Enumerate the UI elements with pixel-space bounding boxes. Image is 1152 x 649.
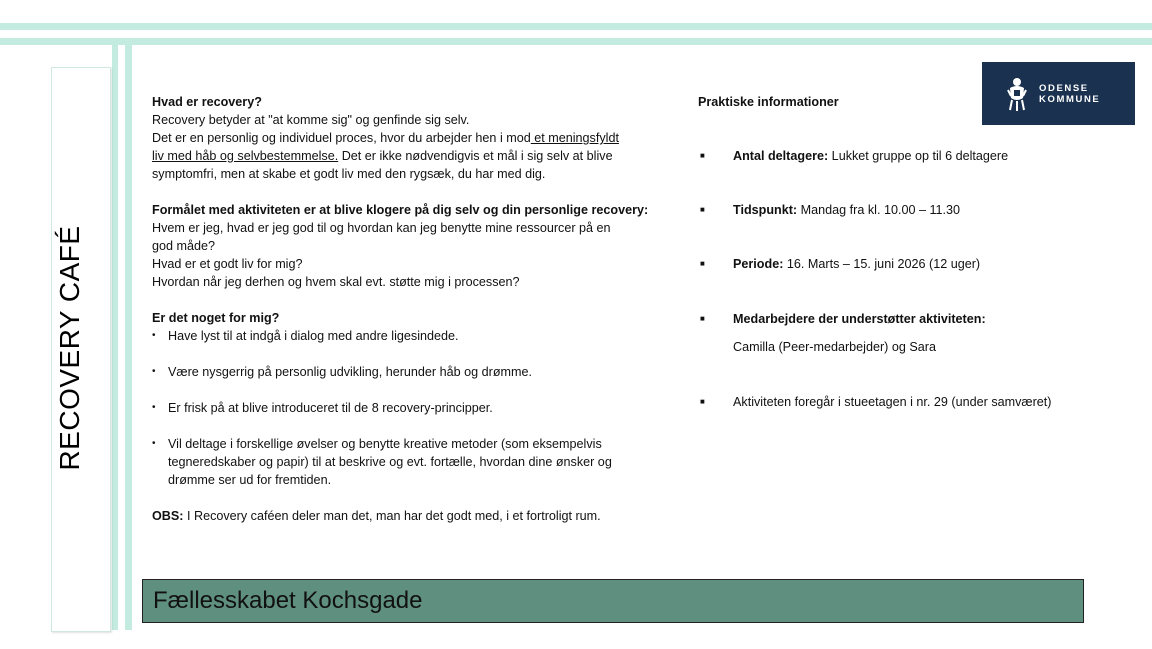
list-item: • Have lyst til at indgå i dialog med andre ligesindede.: [152, 329, 459, 343]
left-band-2: [125, 45, 132, 630]
list-item: • Være nysgerrig på personlig udvikling, herunder håb og drømme.: [152, 365, 533, 379]
left-column: [152, 93, 672, 525]
right-column: [698, 93, 1101, 409]
info-item-staff: ■ Medarbejdere der understøtter aktiviteten:: [700, 312, 986, 326]
footer-label: Fællesskabet Kochsgade: [153, 587, 423, 614]
text-line: liv med håb og selvbestemmelse. Det er ikke nødvendigvis et mål i sig selv at blive: [152, 149, 613, 163]
text-line: Hvordan når jeg derhen og hvem skal evt. støtte mig i processen?: [152, 275, 520, 289]
text-line: Hvem er jeg, hvad er jeg god til og hvordan kan jeg benytte mine ressourcer på en: [152, 221, 611, 235]
page-title: RECOVERY CAFÉ: [54, 225, 85, 471]
list-item: • Vil deltage i forskellige øvelser og benytte kreative metoder (som eksempelvis tegneredskaber og papir) til at beskrive og evt. fortælle, hvordan dine ønsker og drømme ser ud for fremtiden.: [152, 437, 612, 487]
text-line: god måde?: [152, 239, 216, 253]
text-line: Det er en personlig og individuel proces, hvor du arbejder hen i mod et meningsfyldt: [152, 131, 619, 145]
info-staff-names: Camilla (Peer-medarbejder) og Sara: [733, 340, 936, 354]
logo-line-1: ODENSE: [1039, 82, 1089, 94]
text-line: Hvad er et godt liv for mig?: [152, 257, 303, 271]
section-heading-2: Formålet med aktiviteten er at blive klogere på dig selv og din personlige recovery:: [152, 203, 649, 217]
top-band-2: [0, 38, 1152, 45]
left-band-1: [112, 45, 118, 630]
text-line: Recovery betyder at "at komme sig" og genfinde sig selv.: [152, 113, 470, 127]
obs-note: OBS: I Recovery caféen deler man det, man har det godt med, i et fortroligt rum.: [152, 509, 601, 523]
section-heading-1: Hvad er recovery?: [152, 95, 262, 109]
top-band-1: [0, 23, 1152, 30]
list-item: • Er frisk på at blive introduceret til de 8 recovery-principper.: [152, 401, 493, 415]
info-item-location: ■ Aktiviteten foregår i stueetagen i nr. 29 (under samværet): [700, 395, 1052, 409]
section-heading-3: Er det noget for mig?: [152, 311, 280, 325]
info-heading: Praktiske informationer: [698, 95, 839, 109]
info-item-period: ■ Periode: 16. Marts – 15. juni 2026 (12 uger): [700, 257, 981, 271]
info-item-time: ■ Tidspunkt: Mandag fra kl. 10.00 – 11.30: [700, 203, 961, 217]
info-item-participants: ■ Antal deltagere: Lukket gruppe op til 6 deltagere: [700, 149, 1009, 163]
logo-line-2: KOMMUNE: [1039, 93, 1101, 105]
text-line: symptomfri, men at skabe et godt liv med den rygsæk, du har med dig.: [152, 167, 546, 181]
footer-banner: [142, 579, 1084, 623]
